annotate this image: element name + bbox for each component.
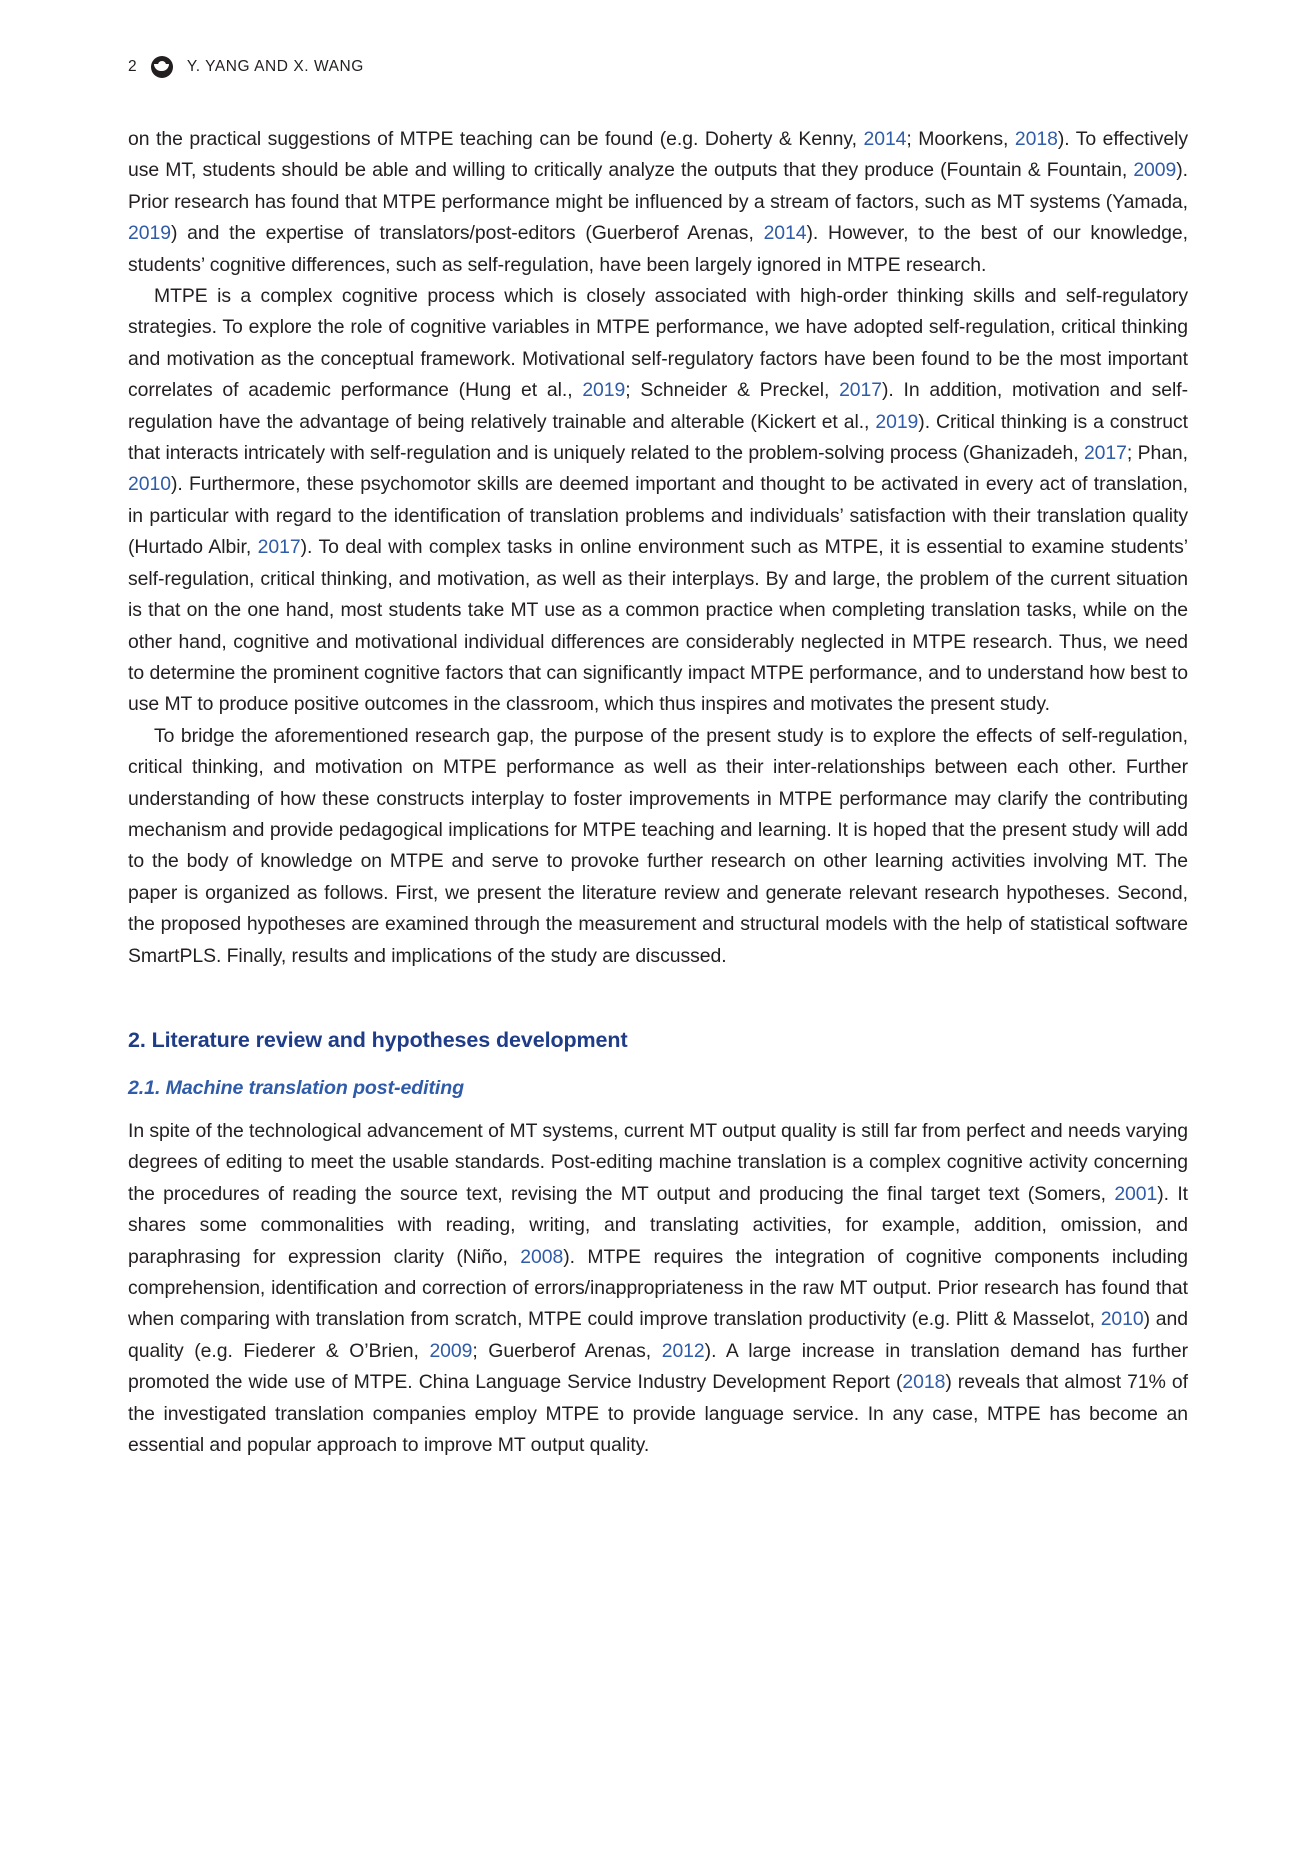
subsection-paragraphs [128,1116,1188,1461]
paragraph: In spite of the technological advancement of MT systems, current MT output quality is still far from perfect and needs varying degrees of editing to meet the usable standards. Post-editing machine translation is a complex cognitive activity concerning the procedures of reading the source text, revising the MT output and producing the final target text (Somers, 2001). It shares some commonalities with reading, writing, and translating activities, for example, addition, omission, and paraphrasing for expression clarity (Niño, 2008). MTPE requires the integration of cognitive components including comprehension, identification and correction of errors/inappropriateness in the raw MT output. Prior research has found that when comparing with translation from scratch, MTPE could improve translation productivity (e.g. Plitt & Masselot, 2010) and quality (e.g. Fiederer & O’Brien, 2009; Guerberof Arenas, 2012). A large increase in translation demand has further promoted the wide use of MTPE. China Language Service Industry Development Report (2018) reveals that almost 71% of the investigated translation companies employ MTPE to provide language service. In any case, MTPE has become an essential and popular approach to improve MT output quality. [128,1119,1188,1457]
citation-link[interactable]: 2009 [1133,159,1177,182]
running-head-authors: Y. YANG AND X. WANG [186,58,364,75]
citation-link[interactable]: 2009 [429,1339,473,1362]
citation-link[interactable]: 2014 [863,128,907,150]
page-content [128,54,1188,1461]
paragraph: MTPE is a complex cognitive process which is closely associated with high-order thinking skills and self-regulatory strategies. To explore the role of cognitive variables in MTPE performance, we have adopted self-regulation, critical thinking and motivation as the conceptual framework. Motivational self-regulatory factors have been found to be the most important correlates of academic performance (Hung et al., 2019; Schneider & Preckel, 2017). In addition, motivation and self-regulation have the advantage of being relatively trainable and alterable (Kickert et al., 2019). Critical thinking is a construct that interacts intricately with self-regulation and is uniquely related to the problem-solving process (Ghanizadeh, 2017; Phan, 2010). Furthermore, these psychomotor skills are deemed important and thought to be activated in every act of translation, in particular with regard to the identification of translation problems and individuals’ satisfaction with their translation quality (Hurtado Albir, 2017). To deal with complex tasks in online environment such as MTPE, it is essential to examine students’ self-regulation, critical thinking, and motivation, as well as their interplays. By and large, the problem of the current situation is that on the one hand, most students take MT use as a common practice when completing translation tasks, while on the other hand, cognitive and motivational individual differences are considerably neglected in MTPE research. Thus, we need to determine the prominent cognitive factors that can significantly impact MTPE performance, and to understand how best to use MT to produce positive outcomes in the classroom, which thus inspires and motivates the present study. [128,285,1189,716]
subsection-heading: 2.1. Machine translation post-editing [128,1076,464,1099]
citation-link[interactable]: 2019 [128,222,171,245]
paragraph: To bridge the aforementioned research gap, the purpose of the present study is to explore the effects of self-regulation, critical thinking, and motivation on MTPE performance as well as their inter-relationships between each other. Further understanding of how these constructs interplay to foster improvements in MTPE performance may clarify the contributing mechanism and provide pedagogical implications for MTPE teaching and learning. It is hoped that the present study will add to the body of knowledge on MTPE and serve to provoke further research on other learning activities involving MT. The paper is organized as follows. First, we present the literature review and generate relevant research hypotheses. Second, the proposed hypotheses are examined through the measurement and structural models with the help of statistical software SmartPLS. Finally, results and implications of the study are discussed. [128,724,1188,967]
citation-link[interactable]: 2010 [128,473,171,496]
citation-link[interactable]: 2010 [1100,1308,1144,1331]
citation-link[interactable]: 2014 [763,222,807,245]
citation-link[interactable]: 2008 [520,1245,564,1268]
taylor-francis-logo-icon [151,56,173,78]
citation-link[interactable]: 2019 [582,379,626,402]
citation-link[interactable]: 2019 [875,410,919,433]
citation-link[interactable]: 2017 [1083,442,1127,465]
page-number: 2 [128,58,137,75]
citation-link[interactable]: 2018 [902,1371,946,1394]
paragraph: on the practical suggestions of MTPE teaching can be found (e.g. Doherty & Kenny, 2014; Moorkens, 2018). To effectively use MT, students should be able and willing to critically analyze the outputs that they produce (Fountain & Fountain, 2009). Prior research has found that MTPE performance might be influenced by a stream of factors, such as MT systems (Yamada, 2019) and the expertise of translators/post-editors (Guerberof Arenas, 2014). However, to the best of our knowledge, students’ cognitive differences, such as self-regulation, have been largely ignored in MTPE research. [128,128,1188,276]
citation-link[interactable]: 2012 [661,1339,705,1362]
running-head [128,54,1188,80]
citation-link[interactable]: 2017 [839,379,883,402]
body-paragraphs [128,124,1188,972]
citation-link[interactable]: 2001 [1114,1182,1158,1205]
section-heading: 2. Literature review and hypotheses development [128,1027,628,1052]
citation-link[interactable]: 2017 [257,536,301,559]
citation-link[interactable]: 2018 [1014,128,1058,150]
